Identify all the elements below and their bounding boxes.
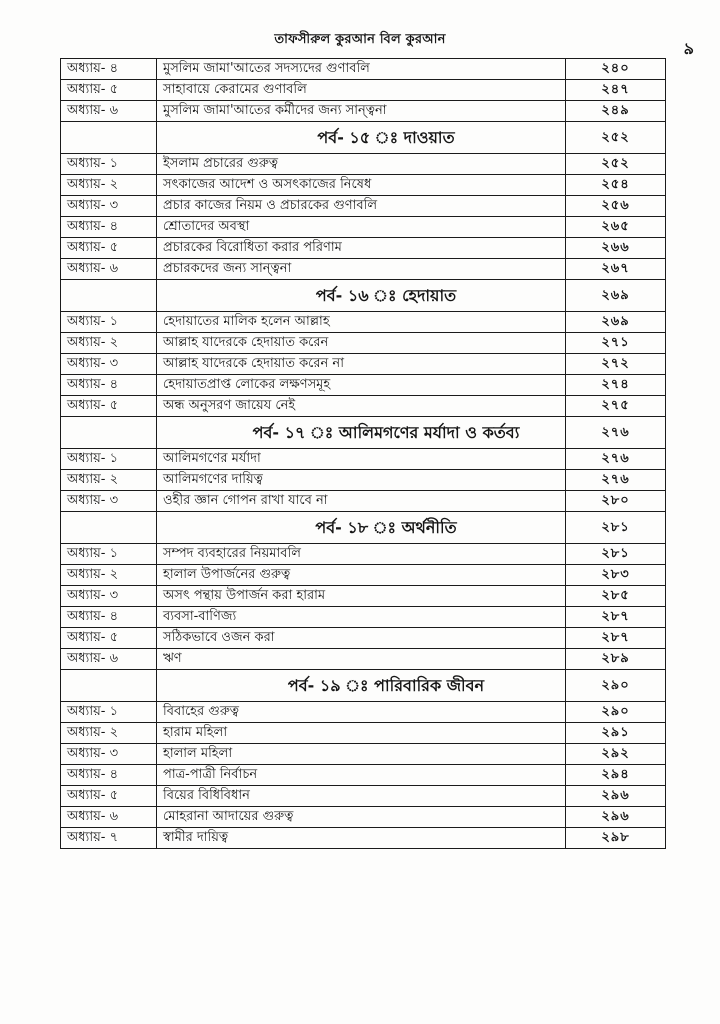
chapter-number: অধ্যায়- ৩ bbox=[61, 491, 157, 512]
chapter-title: প্রচার কাজের নিয়ম ও প্রচারকের গুণাবলি bbox=[157, 196, 566, 217]
page-ref: ২৮০ bbox=[566, 491, 666, 512]
chapter-number: অধ্যায়- ৬ bbox=[61, 101, 157, 122]
chapter-title: হারাম মহিলা bbox=[157, 723, 566, 744]
chapter-title: হালাল উপার্জনের গুরুত্ব bbox=[157, 565, 566, 586]
chapter-row bbox=[61, 312, 666, 333]
chapter-title: বিবাহের গুরুত্ব bbox=[157, 702, 566, 723]
part-heading-row bbox=[61, 280, 666, 312]
chapter-number: অধ্যায়- ৫ bbox=[61, 786, 157, 807]
page-ref: ২৫২ bbox=[566, 122, 666, 154]
page-ref: ২৭৬ bbox=[566, 417, 666, 449]
chapter-row bbox=[61, 101, 666, 122]
chapter-row bbox=[61, 565, 666, 586]
chapter-row bbox=[61, 649, 666, 670]
chapter-title: অসৎ পন্থায় উপার্জন করা হারাম bbox=[157, 586, 566, 607]
page-ref: ২৭২ bbox=[566, 354, 666, 375]
chapter-row bbox=[61, 259, 666, 280]
chapter-title: সঠিকভাবে ওজন করা bbox=[157, 628, 566, 649]
part-heading-row bbox=[61, 670, 666, 702]
chapter-number: অধ্যায়- ৫ bbox=[61, 80, 157, 101]
chapter-row bbox=[61, 723, 666, 744]
chapter-title: মুসলিম জামা'আতের কর্মীদের জন্য সান্ত্বনা bbox=[157, 101, 566, 122]
chapter-row bbox=[61, 765, 666, 786]
chapter-title: ব্যবসা-বাণিজ্য bbox=[157, 607, 566, 628]
page-ref: ২৬৫ bbox=[566, 217, 666, 238]
chapter-title: আলিমগণের মর্যাদা bbox=[157, 449, 566, 470]
chapter-row bbox=[61, 544, 666, 565]
chapter-row bbox=[61, 59, 666, 80]
page-ref: ২৬৬ bbox=[566, 238, 666, 259]
page-ref: ২৮১ bbox=[566, 544, 666, 565]
page-ref: ২৯১ bbox=[566, 723, 666, 744]
chapter-title: হেদায়াতপ্রাপ্ত লোকের লক্ষণসমূহ bbox=[157, 375, 566, 396]
part-title: পর্ব- ১৮ ঃ অর্থনীতি bbox=[315, 518, 457, 537]
part-title-cell bbox=[157, 280, 566, 312]
page-ref: ২৯৪ bbox=[566, 765, 666, 786]
chapter-number: অধ্যায়- ৪ bbox=[61, 59, 157, 80]
page-ref: ২৭৬ bbox=[566, 449, 666, 470]
chapter-title: ইসলাম প্রচারের গুরুত্ব bbox=[157, 154, 566, 175]
page-ref: ২৭১ bbox=[566, 333, 666, 354]
page-ref: ২৮৭ bbox=[566, 628, 666, 649]
chapter-number: অধ্যায়- ৩ bbox=[61, 196, 157, 217]
page-ref: ২৯০ bbox=[566, 702, 666, 723]
chapter-title: সৎকাজের আদেশ ও অসৎকাজের নিষেধ bbox=[157, 175, 566, 196]
chapter-row bbox=[61, 470, 666, 491]
page-ref: ২৮৯ bbox=[566, 649, 666, 670]
page-number: ৯ bbox=[683, 39, 694, 58]
page-ref: ২৪৭ bbox=[566, 80, 666, 101]
chapter-row bbox=[61, 375, 666, 396]
part-title-cell bbox=[157, 670, 566, 702]
chapter-title: হালাল মহিলা bbox=[157, 744, 566, 765]
chapter-title: মোহরানা আদায়ের গুরুত্ব bbox=[157, 807, 566, 828]
chapter-number: অধ্যায়- ৪ bbox=[61, 217, 157, 238]
page-ref: ২৭৬ bbox=[566, 470, 666, 491]
chapter-number: অধ্যায়- ২ bbox=[61, 470, 157, 491]
page-ref: ২৫২ bbox=[566, 154, 666, 175]
chapter-title: মুসলিম জামা'আতের সদস্যদের গুণাবলি bbox=[157, 59, 566, 80]
page-ref: ২৭৪ bbox=[566, 375, 666, 396]
chapter-title: আলিমগণের দায়িত্ব bbox=[157, 470, 566, 491]
page-ref: ২৮৩ bbox=[566, 565, 666, 586]
chapter-title: ওহীর জ্ঞান গোপন রাখা যাবে না bbox=[157, 491, 566, 512]
part-title: পর্ব- ১৫ ঃ দাওয়াত bbox=[317, 128, 455, 147]
chapter-title: স্বামীর দায়িত্ব bbox=[157, 828, 566, 849]
page-ref: ২৯৮ bbox=[566, 828, 666, 849]
part-title-cell bbox=[157, 417, 566, 449]
chapter-title: বিয়ের বিধিবিধান bbox=[157, 786, 566, 807]
chapter-row bbox=[61, 491, 666, 512]
page-ref: ২৬৯ bbox=[566, 312, 666, 333]
chapter-row bbox=[61, 154, 666, 175]
running-header: তাফসীরুল কুরআন বিল কুরআন bbox=[274, 32, 446, 47]
chapter-row bbox=[61, 80, 666, 101]
chapter-title: ঋণ bbox=[157, 649, 566, 670]
page-ref: ২৯০ bbox=[566, 670, 666, 702]
chapter-number: অধ্যায়- ১ bbox=[61, 154, 157, 175]
chapter-number: অধ্যায়- ৫ bbox=[61, 238, 157, 259]
chapter-number: অধ্যায়- ২ bbox=[61, 175, 157, 196]
toc-body bbox=[61, 59, 666, 849]
page-ref: ২৭৫ bbox=[566, 396, 666, 417]
part-empty-cell bbox=[61, 512, 157, 544]
chapter-title: সম্পদ ব্যবহারের নিয়মাবলি bbox=[157, 544, 566, 565]
page-ref: ২৬৯ bbox=[566, 280, 666, 312]
page-ref: ২৪০ bbox=[566, 59, 666, 80]
chapter-number: অধ্যায়- ৫ bbox=[61, 396, 157, 417]
part-empty-cell bbox=[61, 280, 157, 312]
part-title: পর্ব- ১৭ ঃ আলিমগণের মর্যাদা ও কর্তব্য bbox=[252, 423, 520, 442]
chapter-number: অধ্যায়- ৩ bbox=[61, 354, 157, 375]
chapter-number: অধ্যায়- ১ bbox=[61, 312, 157, 333]
chapter-title: প্রচারকদের জন্য সান্ত্বনা bbox=[157, 259, 566, 280]
page-ref: ২৯৬ bbox=[566, 786, 666, 807]
chapter-number: অধ্যায়- ৬ bbox=[61, 259, 157, 280]
chapter-number: অধ্যায়- ৩ bbox=[61, 586, 157, 607]
chapter-row bbox=[61, 607, 666, 628]
chapter-row bbox=[61, 175, 666, 196]
chapter-row bbox=[61, 196, 666, 217]
part-heading-row bbox=[61, 417, 666, 449]
part-empty-cell bbox=[61, 417, 157, 449]
chapter-title: হেদায়াতের মালিক হলেন আল্লাহ bbox=[157, 312, 566, 333]
page-ref: ২৮৭ bbox=[566, 607, 666, 628]
page-ref: ২৯২ bbox=[566, 744, 666, 765]
chapter-number: অধ্যায়- ২ bbox=[61, 333, 157, 354]
part-heading-row bbox=[61, 512, 666, 544]
chapter-title: পাত্র-পাত্রী নির্বাচন bbox=[157, 765, 566, 786]
chapter-number: অধ্যায়- ৪ bbox=[61, 765, 157, 786]
chapter-number: অধ্যায়- ১ bbox=[61, 702, 157, 723]
table-of-contents bbox=[60, 58, 666, 849]
chapter-number: অধ্যায়- ২ bbox=[61, 723, 157, 744]
chapter-row bbox=[61, 744, 666, 765]
part-title: পর্ব- ১৬ ঃ হেদায়াত bbox=[315, 286, 457, 305]
chapter-number: অধ্যায়- ৬ bbox=[61, 649, 157, 670]
chapter-title: আল্লাহ যাদেরকে হেদায়াত করেন না bbox=[157, 354, 566, 375]
chapter-row bbox=[61, 449, 666, 470]
page-ref: ২৮৫ bbox=[566, 586, 666, 607]
chapter-number: অধ্যায়- ৪ bbox=[61, 375, 157, 396]
chapter-title: অন্ধ অনুসরণ জায়েয নেই bbox=[157, 396, 566, 417]
part-title: পর্ব- ১৯ ঃ পারিবারিক জীবন bbox=[287, 676, 485, 695]
page-ref: ২৯৬ bbox=[566, 807, 666, 828]
part-title-cell bbox=[157, 122, 566, 154]
chapter-title: শ্রোতাদের অবস্থা bbox=[157, 217, 566, 238]
chapter-row bbox=[61, 354, 666, 375]
chapter-row bbox=[61, 628, 666, 649]
chapter-number: অধ্যায়- ৪ bbox=[61, 607, 157, 628]
chapter-row bbox=[61, 828, 666, 849]
chapter-number: অধ্যায়- ২ bbox=[61, 565, 157, 586]
chapter-row bbox=[61, 217, 666, 238]
page-ref: ২৫৪ bbox=[566, 175, 666, 196]
chapter-number: অধ্যায়- ৭ bbox=[61, 828, 157, 849]
chapter-number: অধ্যায়- ৬ bbox=[61, 807, 157, 828]
chapter-row bbox=[61, 333, 666, 354]
part-empty-cell bbox=[61, 122, 157, 154]
page-ref: ২৮১ bbox=[566, 512, 666, 544]
part-heading-row bbox=[61, 122, 666, 154]
page-ref: ২৫৬ bbox=[566, 196, 666, 217]
chapter-number: অধ্যায়- ১ bbox=[61, 544, 157, 565]
chapter-row bbox=[61, 807, 666, 828]
chapter-row bbox=[61, 238, 666, 259]
page-ref: ২৪৯ bbox=[566, 101, 666, 122]
page-ref: ২৬৭ bbox=[566, 259, 666, 280]
chapter-row bbox=[61, 702, 666, 723]
chapter-number: অধ্যায়- ৩ bbox=[61, 744, 157, 765]
chapter-title: প্রচারকের বিরোধিতা করার পরিণাম bbox=[157, 238, 566, 259]
chapter-title: সাহাবায়ে কেরামের গুণাবলি bbox=[157, 80, 566, 101]
chapter-title: আল্লাহ যাদেরকে হেদায়াত করেন bbox=[157, 333, 566, 354]
part-empty-cell bbox=[61, 670, 157, 702]
part-title-cell bbox=[157, 512, 566, 544]
chapter-number: অধ্যায়- ১ bbox=[61, 449, 157, 470]
chapter-row bbox=[61, 586, 666, 607]
chapter-number: অধ্যায়- ৫ bbox=[61, 628, 157, 649]
chapter-row bbox=[61, 786, 666, 807]
chapter-row bbox=[61, 396, 666, 417]
